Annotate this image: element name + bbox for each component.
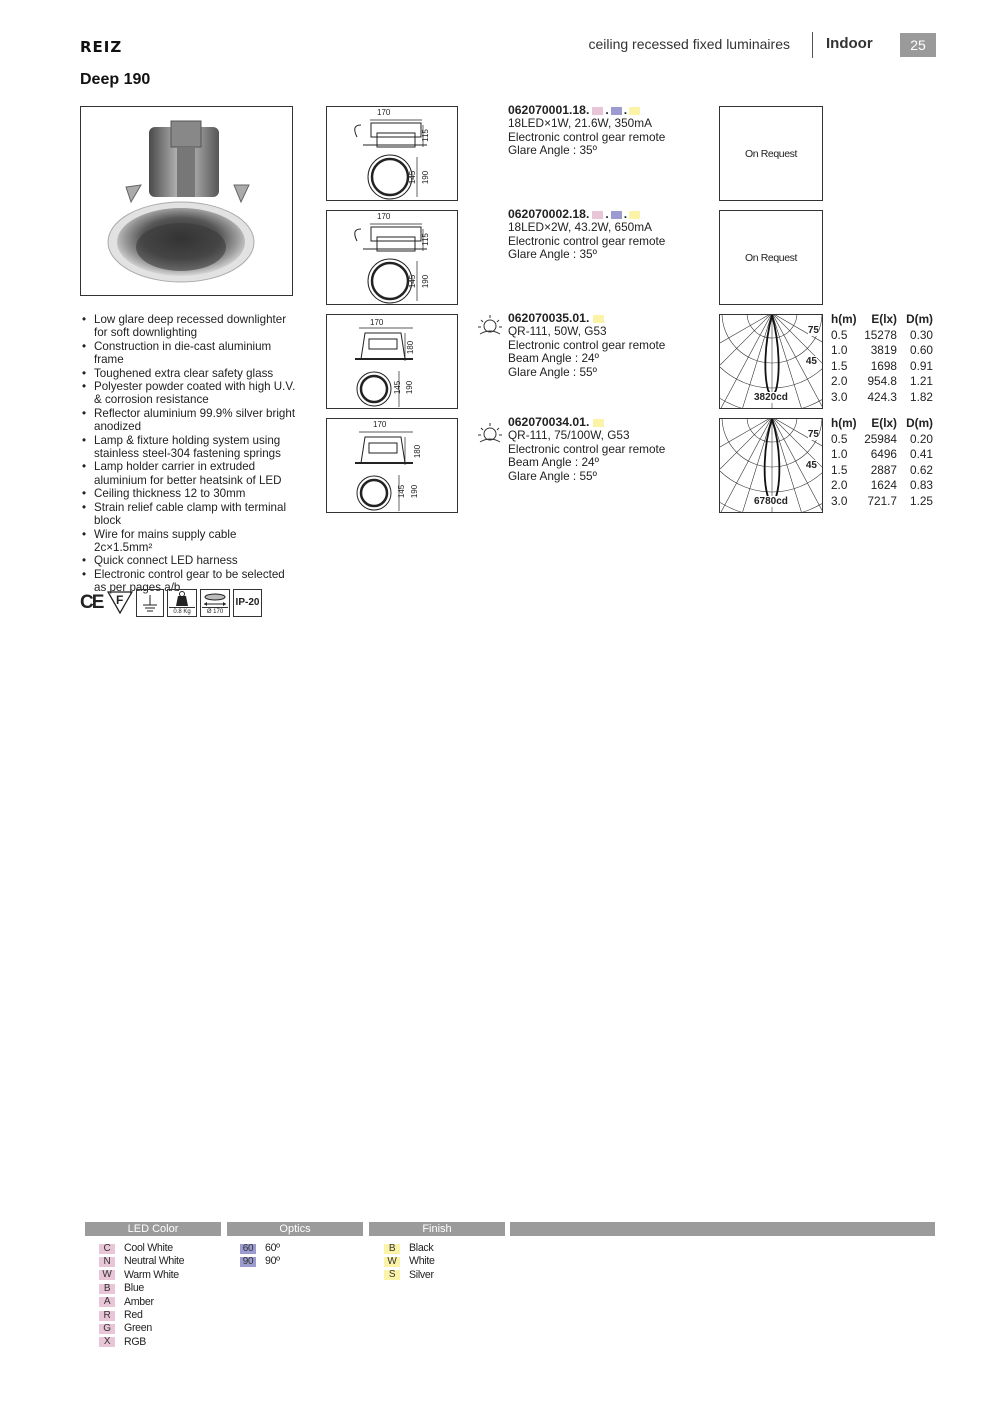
spec-line: QR-111, 50W, G53 — [508, 324, 607, 339]
table-cell: 1.0 — [831, 343, 848, 358]
legend-code: G — [99, 1324, 115, 1334]
legend-header-led-color: LED Color — [85, 1222, 221, 1236]
technical-drawing — [326, 418, 458, 513]
feature-item: • Electronic control gear to be selected as per pages a/b — [80, 568, 296, 595]
dimension-diameter: 190 — [421, 170, 431, 185]
table-cell: 2.0 — [831, 374, 848, 389]
legend-label: Neutral White — [124, 1255, 185, 1268]
finish-swatch — [629, 107, 640, 115]
dimension-width: 170 — [377, 108, 391, 117]
col-header: D(m) — [906, 312, 933, 326]
table-cell: 2887 — [870, 462, 897, 477]
list-item — [99, 1242, 184, 1255]
spec-line: Glare Angle : 35º — [508, 247, 597, 262]
list-item — [99, 1322, 184, 1335]
legend-label: Green — [124, 1322, 152, 1335]
legend-code: A — [99, 1297, 115, 1307]
feature-item: • Lamp & fixture holding system using stainless steel-304 fastening springs — [80, 434, 296, 461]
table-row — [831, 343, 933, 359]
dimension-height: 180 — [406, 340, 416, 355]
feature-item: • Low glare deep recessed downlighter for soft downlighting — [80, 313, 296, 340]
table-cell: 2.0 — [831, 478, 848, 493]
table-cell: 954.8 — [867, 374, 897, 389]
legend-label: 60º — [265, 1242, 280, 1254]
spec-line: Electronic control gear remote — [508, 129, 666, 144]
table-cell: 3.0 — [831, 493, 848, 508]
table-cell: 0.20 — [910, 431, 933, 446]
legend-header-optics: Optics — [227, 1222, 363, 1236]
earth-ground-icon — [136, 589, 164, 617]
list-item — [384, 1255, 435, 1268]
dimension-diameter: 190 — [410, 484, 420, 499]
page-number: 25 — [900, 33, 936, 57]
col-header: E(lx) — [871, 312, 897, 326]
feature-item: • Construction in die-cast aluminium frame — [80, 340, 296, 367]
list-item — [384, 1242, 435, 1255]
dimension-height: 115 — [420, 129, 430, 142]
header-divider — [812, 32, 813, 58]
table-cell: 1.21 — [910, 374, 933, 389]
product-code: 062070035.01. — [508, 311, 590, 325]
polar-peak-label: 6780cd — [754, 496, 788, 507]
dimension-cut: 145 — [408, 170, 418, 185]
feature-item: • Lamp holder carrier in extruded aluminium for better heatsink of LED — [80, 460, 296, 487]
table-cell: 1698 — [870, 358, 897, 373]
spec-line: Beam Angle : 24º — [508, 351, 599, 366]
polar-diagram — [719, 418, 823, 513]
cutout-label: Ø 170 — [202, 607, 228, 616]
list-item — [240, 1242, 280, 1255]
legend-label: 90º — [265, 1255, 280, 1268]
dimension-cut: 145 — [397, 484, 407, 499]
table-cell: 0.83 — [910, 478, 933, 493]
product-spec — [508, 416, 665, 483]
photometric-table — [831, 416, 933, 510]
legend-label: RGB — [124, 1335, 147, 1348]
spec-line: Electronic control gear remote — [508, 441, 666, 456]
led-color-swatch — [592, 211, 603, 219]
table-cell: 424.3 — [867, 389, 897, 404]
product-code: 062070001.18. — [508, 103, 590, 117]
dimension-diameter: 190 — [421, 274, 431, 289]
spec-line: Glare Angle : 55º — [508, 364, 597, 379]
feature-item: • Reflector aluminium 99.9% silver bright anodized — [80, 407, 296, 434]
spec-line: Glare Angle : 35º — [508, 143, 597, 158]
product-title: Deep 190 — [80, 71, 151, 88]
table-row — [831, 494, 933, 510]
legend-code: 90 — [240, 1257, 256, 1267]
list-item — [240, 1255, 280, 1268]
led-color-swatch — [592, 107, 603, 115]
table-cell: 721.7 — [867, 493, 897, 508]
legend-code: S — [384, 1270, 400, 1280]
feature-item: • Wire for mains supply cable 2c×1.5mm² — [80, 528, 296, 555]
table-row — [831, 374, 933, 390]
ip-rating-badge: IP-20 — [233, 589, 262, 617]
table-cell: 1.5 — [831, 358, 848, 373]
spec-line: Glare Angle : 55º — [508, 468, 597, 483]
optics-legend — [240, 1242, 280, 1269]
table-row — [831, 447, 933, 463]
certification-row — [80, 589, 262, 617]
halogen-lamp-icon — [477, 314, 503, 336]
table-row — [831, 359, 933, 375]
f-mark-icon — [107, 590, 133, 616]
legend-label: Warm White — [124, 1268, 179, 1281]
col-header: h(m) — [831, 416, 857, 430]
table-cell: 0.30 — [910, 327, 933, 342]
photometric-table — [831, 312, 933, 406]
f-mark-label: F — [116, 593, 124, 607]
spec-line: 18LED×2W, 43.2W, 650mA — [508, 220, 652, 235]
list-item — [99, 1269, 184, 1282]
table-cell: 1624 — [870, 478, 897, 493]
table-row — [831, 463, 933, 479]
polar-angle-label: 75 — [807, 429, 819, 440]
finish-swatch — [593, 315, 604, 323]
table-row — [831, 432, 933, 448]
polar-peak-label: 3820cd — [754, 392, 788, 403]
weight-label: 0.8 Kg — [169, 607, 195, 616]
dimension-width: 170 — [373, 420, 387, 429]
table-cell: 3.0 — [831, 389, 848, 404]
spec-line: Electronic control gear remote — [508, 233, 666, 248]
product-spec: 062070002.18. . . 18LED×2W, 43.2W, 650mA Electronic control gear remote Glare Angle : 35º — [508, 207, 666, 262]
technical-drawing — [326, 106, 458, 201]
legend-label: White — [409, 1255, 435, 1268]
legend-label: Cool White — [124, 1242, 173, 1254]
list-item — [99, 1282, 184, 1295]
finish-swatch — [593, 419, 604, 427]
col-header: D(m) — [906, 416, 933, 430]
technical-drawing — [326, 314, 458, 409]
list-item — [384, 1269, 435, 1282]
list-item — [99, 1309, 184, 1322]
product-code: 062070034.01. — [508, 415, 590, 429]
table-cell: 1.0 — [831, 447, 848, 462]
table-cell: 0.5 — [831, 431, 848, 446]
halogen-lamp-icon — [477, 422, 503, 444]
list-item — [99, 1296, 184, 1309]
legend-code: C — [99, 1244, 115, 1254]
photometry-on-request: On Request — [719, 210, 823, 305]
table-cell: 0.5 — [831, 327, 848, 342]
spec-line: Electronic control gear remote — [508, 337, 666, 352]
col-header: E(lx) — [871, 416, 897, 430]
product-photo — [80, 106, 293, 296]
polar-diagram — [719, 314, 823, 409]
table-cell: 15278 — [864, 327, 897, 342]
legend-label: Silver — [409, 1268, 434, 1281]
optics-swatch — [611, 211, 622, 219]
brand-logo: REIZ — [80, 38, 123, 56]
dimension-width: 170 — [370, 318, 384, 327]
finish-legend — [384, 1242, 435, 1282]
table-cell: 0.91 — [910, 358, 933, 373]
list-item — [99, 1255, 184, 1268]
legend-code: B — [384, 1244, 400, 1254]
feature-item: • Polyester powder coated with high U.V. & corrosion resistance — [80, 380, 296, 407]
col-header: h(m) — [831, 312, 857, 326]
table-cell: 1.5 — [831, 462, 848, 477]
product-spec — [508, 312, 665, 379]
optics-swatch — [611, 107, 622, 115]
led-color-legend — [99, 1242, 184, 1349]
polar-angle-label: 45 — [805, 460, 817, 471]
feature-item: • Ceiling thickness 12 to 30mm — [80, 487, 296, 500]
table-row — [831, 390, 933, 406]
table-row — [831, 478, 933, 494]
product-spec: 062070001.18. . . 18LED×1W, 21.6W, 350mA Electronic control gear remote Glare Angle : 35º — [508, 103, 666, 158]
photometry-on-request: On Request — [719, 106, 823, 201]
technical-drawing — [326, 210, 458, 305]
spec-line: QR-111, 75/100W, G53 — [508, 428, 630, 443]
dimension-cut: 145 — [408, 274, 418, 289]
ce-mark-icon: CE — [80, 592, 103, 613]
category-label: ceiling recessed fixed luminaires — [588, 36, 790, 52]
feature-item: • Strain relief cable clamp with terminal block — [80, 501, 296, 528]
legend-code: N — [99, 1257, 115, 1267]
dimension-cut: 145 — [393, 380, 403, 395]
table-cell: 6496 — [870, 447, 897, 462]
legend-label: Red — [124, 1308, 143, 1321]
feature-list — [80, 313, 296, 595]
product-code: 062070002.18. — [508, 207, 590, 221]
list-item — [99, 1336, 184, 1349]
table-cell: 0.60 — [910, 343, 933, 358]
table-row — [831, 328, 933, 344]
legend-header-blank — [510, 1222, 935, 1236]
table-cell: 1.82 — [910, 389, 933, 404]
section-label: Indoor — [826, 35, 873, 52]
legend-header-finish: Finish — [369, 1222, 505, 1236]
legend-code: R — [99, 1311, 115, 1321]
table-cell: 1.25 — [910, 493, 933, 508]
feature-item: • Toughened extra clear safety glass — [80, 367, 296, 380]
legend-code: 60 — [240, 1244, 256, 1254]
legend-code: W — [99, 1270, 115, 1280]
dimension-height: 115 — [420, 233, 430, 246]
legend-label: Black — [409, 1242, 434, 1254]
spec-line: Beam Angle : 24º — [508, 455, 599, 470]
feature-item: • Quick connect LED harness — [80, 554, 296, 567]
table-cell: 0.41 — [910, 447, 933, 462]
dimension-height: 180 — [413, 444, 423, 459]
table-cell: 0.62 — [910, 462, 933, 477]
dimension-diameter: 190 — [405, 380, 415, 395]
cutout-icon — [200, 589, 230, 617]
weight-icon — [167, 589, 197, 617]
finish-swatch — [629, 211, 640, 219]
dimension-width: 170 — [377, 212, 391, 221]
legend-code: X — [99, 1337, 115, 1347]
legend-label: Blue — [124, 1282, 145, 1295]
table-cell: 3819 — [870, 343, 897, 358]
polar-angle-label: 45 — [805, 356, 817, 367]
legend-label: Amber — [124, 1295, 154, 1308]
table-cell: 25984 — [864, 431, 897, 446]
polar-angle-label: 75 — [807, 325, 819, 336]
legend-code: B — [99, 1284, 115, 1294]
legend-code: W — [384, 1257, 400, 1267]
spec-line: 18LED×1W, 21.6W, 350mA — [508, 116, 652, 131]
